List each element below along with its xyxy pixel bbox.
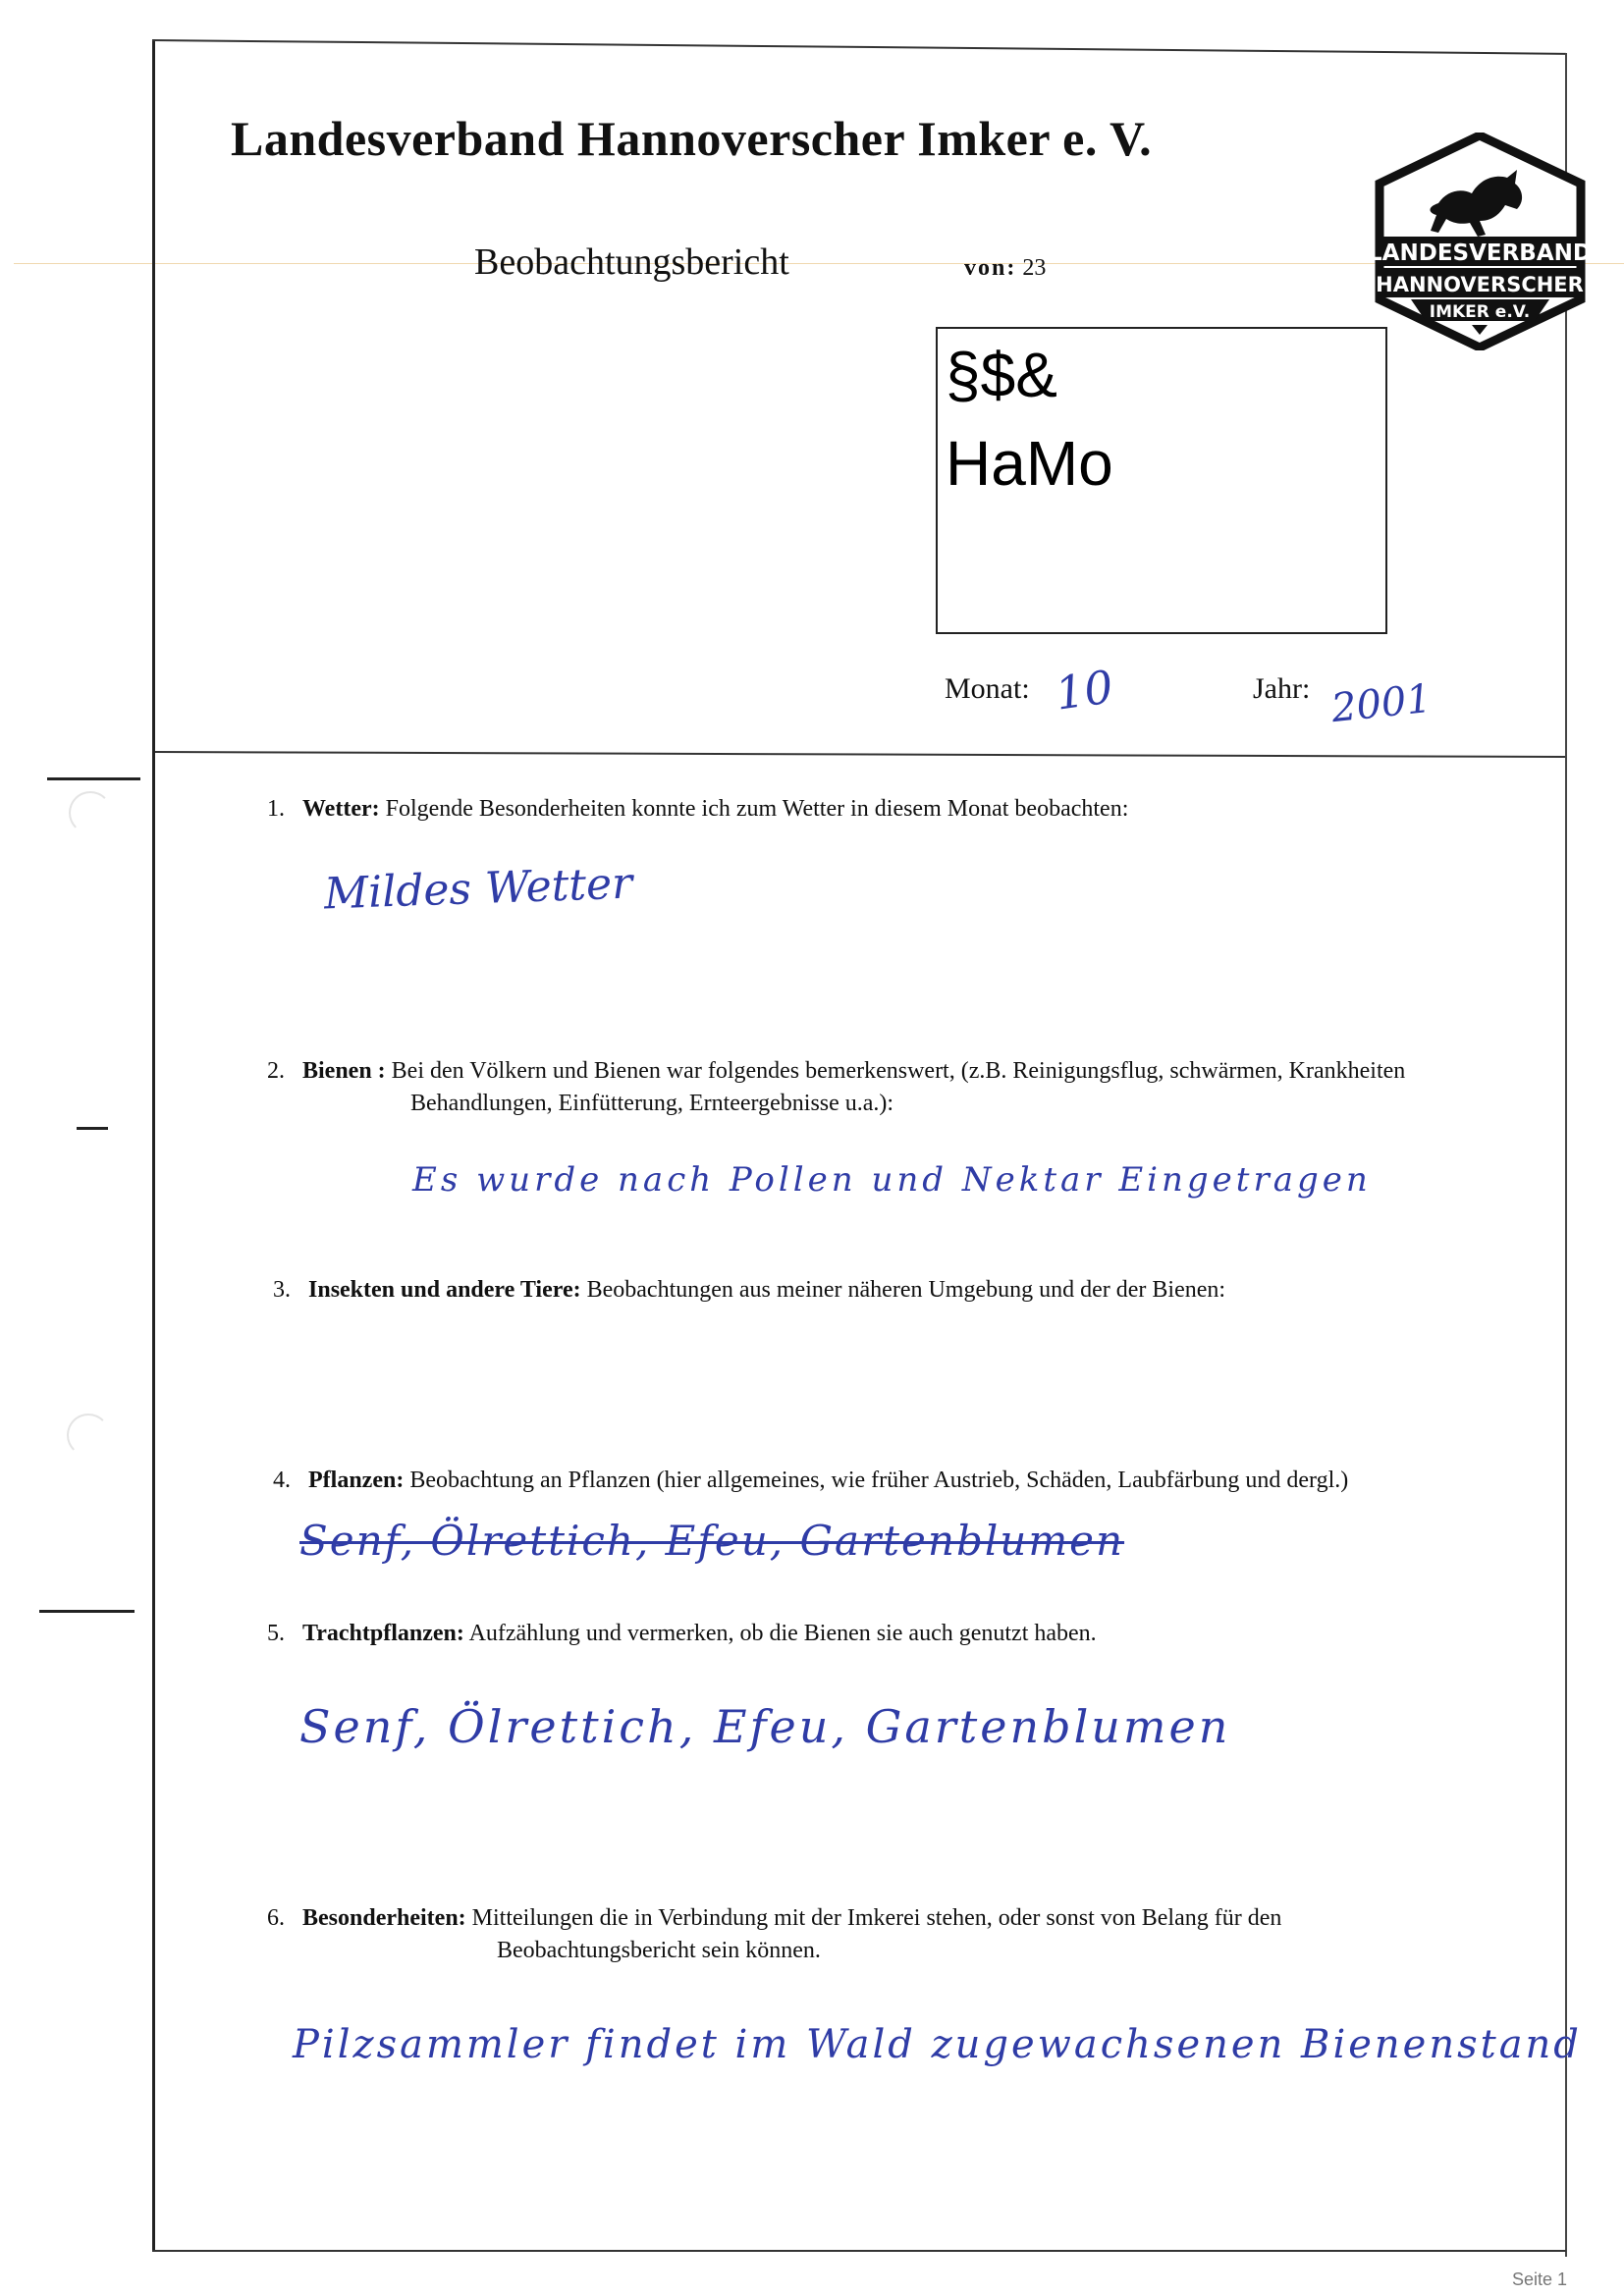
section-number: 2. — [267, 1058, 285, 1084]
section-prompt: Aufzählung und vermerken, ob die Bienen sie auch genutzt haben. — [468, 1621, 1097, 1646]
report-title: Beobachtungsbericht — [474, 241, 789, 283]
section-2-answer: Es wurde nach Pollen und Nektar Eingetragen — [412, 1160, 1372, 1200]
stamp-line2: HaMo — [946, 428, 1113, 499]
section-number: 4. — [273, 1468, 291, 1493]
member-stamp-box — [936, 327, 1387, 634]
section-6-answer: Pilzsammler findet im Wald zugewachsenen Bienenstand — [293, 2022, 1582, 2067]
section-3-prompt — [273, 1274, 1225, 1307]
year-label: Jahr: — [1253, 672, 1311, 705]
section-title: Bienen : — [302, 1058, 386, 1084]
von-value: 23 — [1022, 255, 1047, 281]
margin-tick — [39, 1610, 135, 1613]
section-number: 3. — [273, 1277, 291, 1303]
section-5-answer: Senf, Ölrettich, Efeu, Gartenblumen — [299, 1700, 1231, 1753]
month-label: Monat: — [945, 672, 1030, 705]
section-title: Besonderheiten: — [302, 1905, 466, 1931]
section-prompt-line1: Bei den Völkern und Bienen war folgendes bemerkenswert, (z.B. Reinigungsflug, schwärmen, Krankheiten — [391, 1058, 1406, 1084]
section-prompt-line2: Beobachtungsbericht sein können. — [497, 1938, 821, 1963]
section-title: Trachtpflanzen: — [302, 1621, 464, 1646]
von-label: von: — [964, 255, 1017, 281]
section-number: 1. — [267, 796, 285, 822]
section-4-answer-crossed-out: Senf, Ölrettich, Efeu, Gartenblumen — [299, 1517, 1125, 1565]
section-prompt: Beobachtung an Pflanzen (hier allgemeines, wie früher Austrieb, Schäden, Laubfärbung und dergl.) — [409, 1468, 1349, 1493]
margin-tick — [47, 777, 140, 780]
section-number: 6. — [267, 1905, 285, 1931]
logo-line2: HANNOVERSCHER — [1376, 273, 1584, 296]
frame-right-border — [1565, 53, 1567, 2257]
frame-bottom-border — [152, 2250, 1566, 2252]
report-number — [964, 255, 1046, 282]
header-divider — [155, 751, 1565, 758]
section-6-prompt — [267, 1902, 1281, 1967]
section-number: 5. — [267, 1621, 285, 1646]
section-prompt-line1: Mitteilungen die in Verbindung mit der Imkerei stehen, oder sonst von Belang für den — [471, 1905, 1282, 1931]
logo-line1: LANDESVERBAND — [1370, 240, 1591, 266]
frame-top-border — [152, 39, 1566, 55]
section-prompt-line2: Behandlungen, Einfütterung, Ernteergebnisse u.a.): — [410, 1091, 894, 1116]
year-value: 2001 — [1328, 675, 1434, 732]
section-1-answer: Mildes Wetter — [323, 858, 633, 920]
section-5-prompt — [267, 1618, 1097, 1650]
organization-title: Landesverband Hannoverscher Imker e. V. — [231, 111, 1153, 166]
section-title: Pflanzen: — [308, 1468, 405, 1493]
punch-hole — [67, 1414, 110, 1457]
section-1-prompt — [267, 793, 1128, 826]
punch-hole — [69, 791, 112, 834]
section-title: Wetter: — [302, 796, 380, 822]
page-number: Seite 1 — [1512, 2269, 1568, 2289]
section-4-prompt — [273, 1465, 1348, 1497]
section-prompt: Beobachtungen aus meiner näheren Umgebung und der der Bienen: — [586, 1277, 1226, 1303]
stamp-line1: §$& — [946, 340, 1057, 410]
section-title: Insekten und andere Tiere: — [308, 1277, 581, 1303]
logo-line3: IMKER e.V. — [1429, 302, 1531, 322]
margin-tick — [77, 1127, 108, 1130]
association-logo — [1370, 133, 1591, 350]
section-prompt: Folgende Besonderheiten konnte ich zum Wetter in diesem Monat beobachten: — [385, 796, 1129, 822]
section-2-prompt — [267, 1055, 1405, 1120]
frame-left-border — [152, 39, 155, 2250]
month-value: 10 — [1052, 660, 1117, 721]
